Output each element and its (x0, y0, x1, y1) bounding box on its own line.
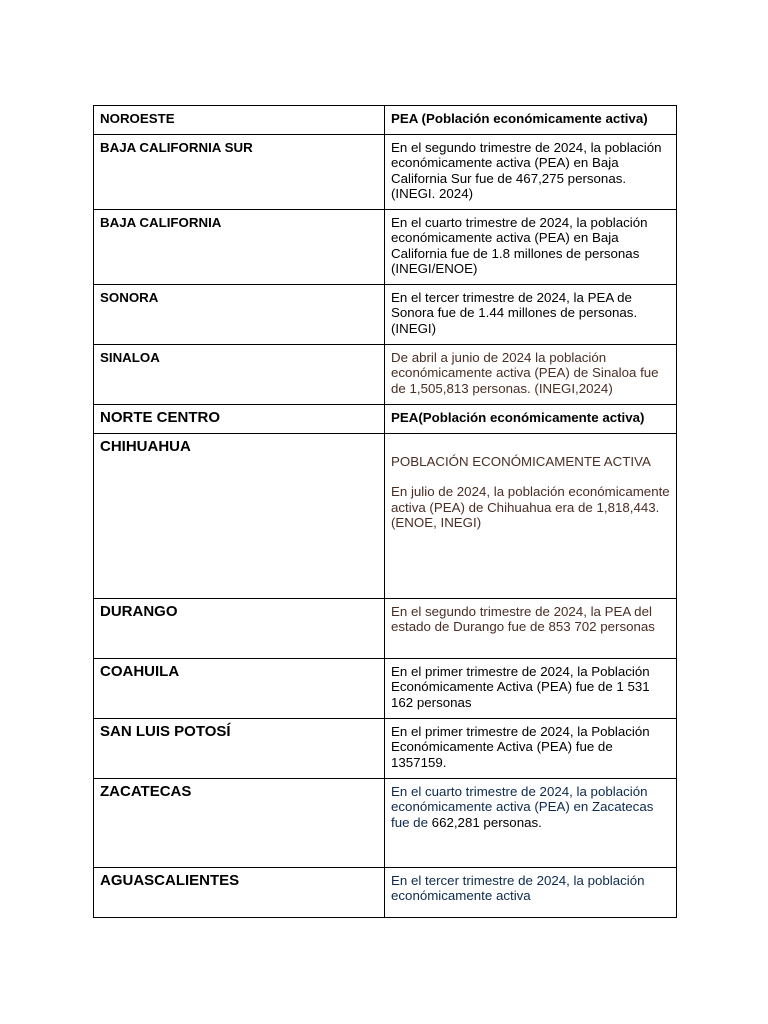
table-header-norte-centro (94, 405, 677, 434)
state-name: SINALOA (94, 345, 385, 405)
state-pea-text: En el segundo trimestre de 2024, la PEA del estado de Durango fue de 853 702 personas (385, 599, 677, 659)
state-name: SAN LUIS POTOSÍ (94, 719, 385, 779)
table-row (94, 779, 677, 868)
table-row (94, 345, 677, 405)
state-pea-text: En el cuarto trimestre de 2024, la población económicamente activa (PEA) en Zacatecas fue de (391, 784, 654, 830)
table-row (94, 868, 677, 918)
state-pea-value: 662,281 personas. (431, 814, 542, 830)
table-row (94, 719, 677, 779)
region-label: NORTE CENTRO (94, 405, 385, 434)
state-pea-text: De abril a junio de 2024 la población económicamente activa (PEA) de Sinaloa fue de 1,505,813 personas. (INEGI,2024) (385, 345, 677, 405)
state-pea-text: En el primer trimestre de 2024, la Población Económicamente Activa (PEA) fue de 1 531 162 personas (385, 659, 677, 719)
table-row (94, 135, 677, 210)
state-name: BAJA CALIFORNIA SUR (94, 135, 385, 210)
state-name: ZACATECAS (94, 779, 385, 868)
pea-table (93, 105, 677, 918)
region-label: NOROESTE (94, 106, 385, 135)
state-pea-text: En el tercer trimestre de 2024, la población económicamente activa (385, 868, 677, 918)
column-header: PEA (Población económicamente activa) (385, 106, 677, 135)
table-header-noroeste (94, 106, 677, 135)
state-name: DURANGO (94, 599, 385, 659)
state-pea-text: En el tercer trimestre de 2024, la PEA de Sonora fue de 1.44 millones de personas. (INEGI) (385, 285, 677, 345)
table-row (94, 434, 677, 599)
table-row (94, 210, 677, 285)
state-name: COAHUILA (94, 659, 385, 719)
state-name: BAJA CALIFORNIA (94, 210, 385, 285)
state-name: CHIHUAHUA (94, 434, 385, 599)
state-name: AGUASCALIENTES (94, 868, 385, 918)
state-pea-text: En el primer trimestre de 2024, la Población Económicamente Activa (PEA) fue de 1357159. (385, 719, 677, 779)
state-name: SONORA (94, 285, 385, 345)
pea-title: POBLACIÓN ECONÓMICAMENTE ACTIVA (391, 454, 651, 469)
column-header: PEA(Población económicamente activa) (385, 405, 677, 434)
table-row (94, 599, 677, 659)
state-pea-text: En el cuarto trimestre de 2024, la población económicamente activa (PEA) en Baja California fue de 1.8 millones de personas (INEGI/ENOE) (385, 210, 677, 285)
state-pea-text: En julio de 2024, la población económicamente activa (PEA) de Chihuahua era de 1,818,443. (ENOE, INEGI) (391, 484, 670, 530)
table-row (94, 659, 677, 719)
state-pea-text: En el segundo trimestre de 2024, la población económicamente activa (PEA) en Baja California Sur fue de 467,275 personas.(INEGI. 2024) (385, 135, 677, 210)
state-pea-cell (385, 779, 677, 868)
table-row (94, 285, 677, 345)
state-pea-cell (385, 434, 677, 599)
